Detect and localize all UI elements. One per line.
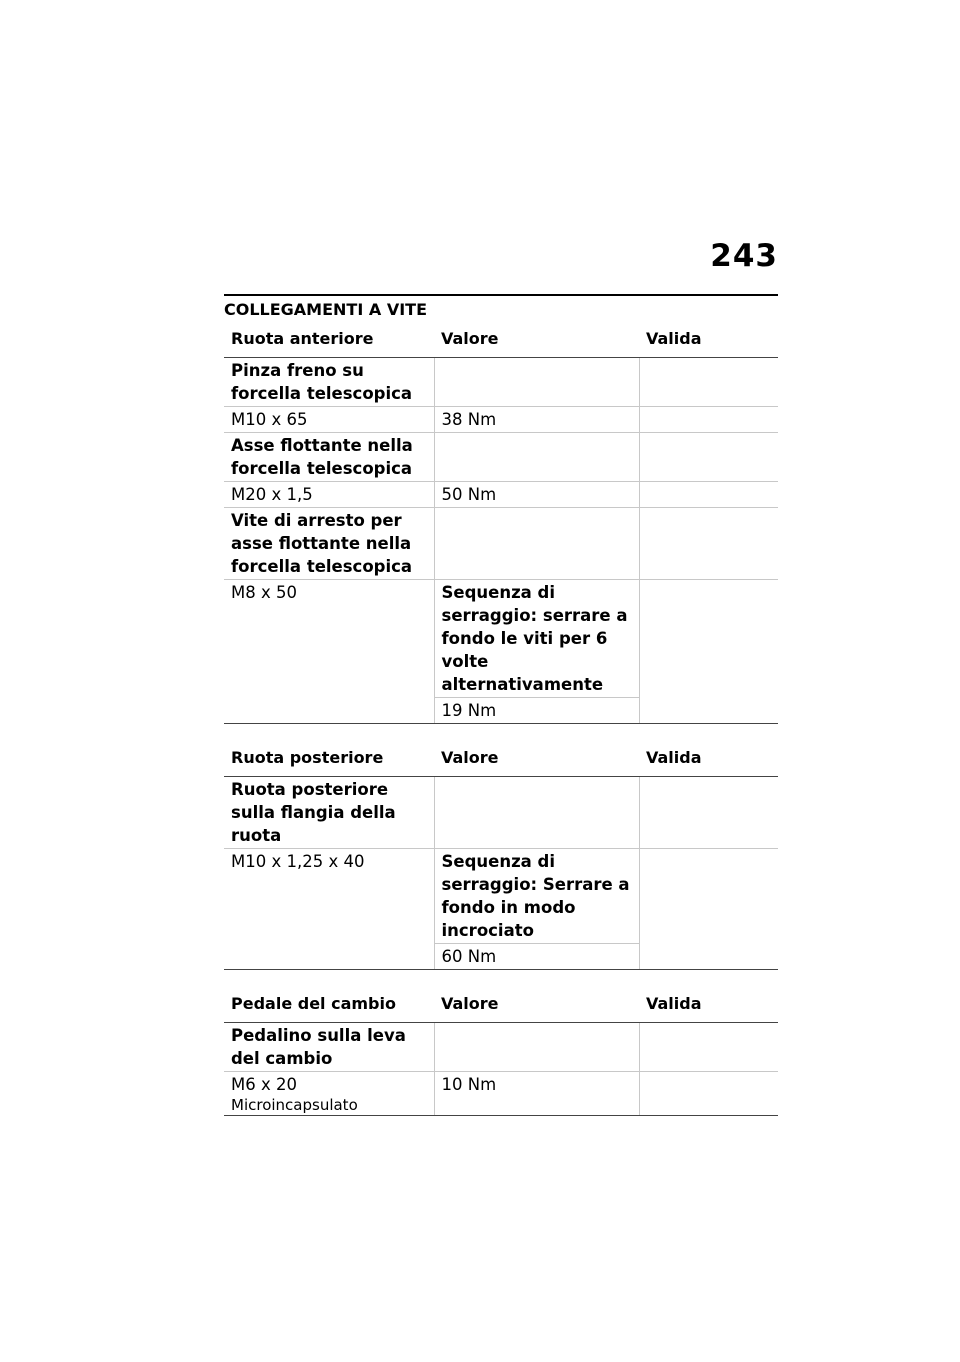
column-header-item: Ruota posteriore bbox=[224, 744, 434, 777]
row-value: 10 Nm bbox=[434, 1072, 639, 1116]
empty-cell bbox=[639, 777, 778, 849]
empty-cell bbox=[434, 1023, 639, 1072]
row-note: Sequenza di serraggio: serrare a fondo le viti per 6 volte alternativamente bbox=[434, 580, 639, 698]
rear-wheel-table bbox=[224, 744, 778, 970]
row-spec: M8 x 50 bbox=[224, 580, 434, 724]
table-header-row bbox=[224, 325, 778, 358]
table-row bbox=[224, 407, 778, 433]
empty-cell bbox=[639, 1023, 778, 1072]
row-value: 38 Nm bbox=[434, 407, 639, 433]
document-content bbox=[224, 294, 778, 1116]
empty-cell bbox=[639, 1072, 778, 1116]
table-row bbox=[224, 849, 778, 944]
row-spec-cell bbox=[224, 1072, 434, 1116]
table-row bbox=[224, 433, 778, 482]
empty-cell bbox=[639, 358, 778, 407]
empty-cell bbox=[639, 508, 778, 580]
section-title: COLLEGAMENTI A VITE bbox=[224, 294, 778, 325]
row-value: 50 Nm bbox=[434, 482, 639, 508]
empty-cell bbox=[639, 433, 778, 482]
row-spec-note: Microincapsulato bbox=[231, 1096, 358, 1114]
column-header-valid: Valida bbox=[639, 990, 778, 1023]
row-label: Pedalino sulla leva del cambio bbox=[224, 1023, 434, 1072]
column-header-valid: Valida bbox=[639, 325, 778, 358]
front-wheel-table bbox=[224, 325, 778, 724]
table-row bbox=[224, 580, 778, 698]
page-number: 243 bbox=[710, 238, 778, 274]
table-row bbox=[224, 482, 778, 508]
row-spec: M10 x 1,25 x 40 bbox=[224, 849, 434, 970]
column-header-valid: Valida bbox=[639, 744, 778, 777]
table-row bbox=[224, 1023, 778, 1072]
column-header-value: Valore bbox=[434, 744, 639, 777]
column-header-value: Valore bbox=[434, 325, 639, 358]
gear-pedal-table bbox=[224, 990, 778, 1116]
table-header-row bbox=[224, 744, 778, 777]
row-value: 19 Nm bbox=[434, 698, 639, 724]
empty-cell bbox=[639, 482, 778, 508]
empty-cell bbox=[434, 777, 639, 849]
column-header-value: Valore bbox=[434, 990, 639, 1023]
empty-cell bbox=[639, 407, 778, 433]
table-row bbox=[224, 1072, 778, 1116]
empty-cell bbox=[434, 358, 639, 407]
table-row bbox=[224, 508, 778, 580]
empty-cell bbox=[434, 508, 639, 580]
empty-cell bbox=[639, 580, 778, 724]
row-label: Asse flottante nella forcella telescopica bbox=[224, 433, 434, 482]
row-spec: M6 x 20 bbox=[231, 1075, 297, 1094]
column-header-item: Ruota anteriore bbox=[224, 325, 434, 358]
row-spec: M20 x 1,5 bbox=[224, 482, 434, 508]
row-spec: M10 x 65 bbox=[224, 407, 434, 433]
row-label: Pinza freno su forcella telescopica bbox=[224, 358, 434, 407]
table-header-row bbox=[224, 990, 778, 1023]
row-label: Vite di arresto per asse flottante nella forcella telescopica bbox=[224, 508, 434, 580]
column-header-item: Pedale del cambio bbox=[224, 990, 434, 1023]
row-value: 60 Nm bbox=[434, 944, 639, 970]
empty-cell bbox=[639, 849, 778, 970]
table-row bbox=[224, 777, 778, 849]
row-label: Ruota posteriore sulla flangia della ruota bbox=[224, 777, 434, 849]
table-row bbox=[224, 358, 778, 407]
row-note: Sequenza di serraggio: Serrare a fondo in modo incrociato bbox=[434, 849, 639, 944]
empty-cell bbox=[434, 433, 639, 482]
